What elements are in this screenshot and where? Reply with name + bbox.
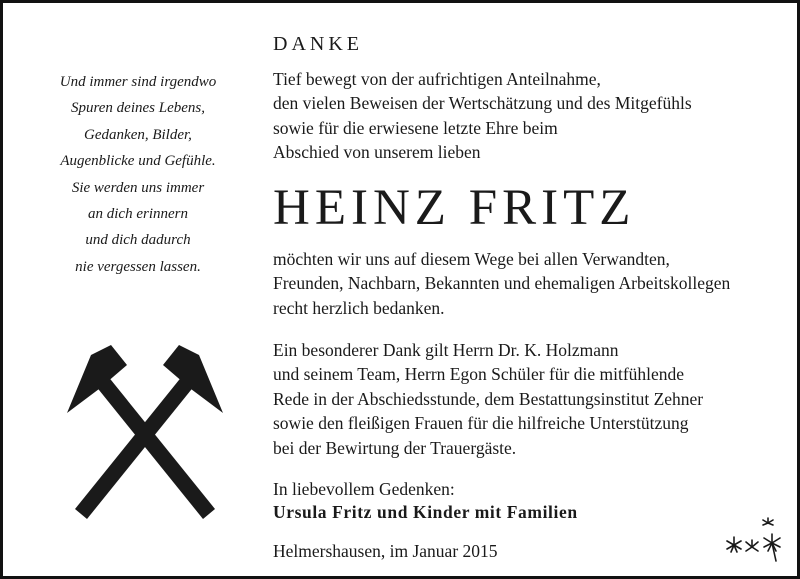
- text-line: Abschied von unserem lieben: [273, 142, 481, 163]
- thanks-paragraph: [273, 247, 730, 320]
- place-date: Helmershausen, im Januar 2015: [273, 541, 498, 561]
- text-line: Rede in der Abschiedsstunde, dem Bestattungsinstitut Zehner: [273, 388, 704, 409]
- text-line: sowie den fleißigen Frauen für die hilfreiche Unterstützung: [273, 413, 689, 434]
- memorial-poem: [33, 69, 243, 280]
- text-line: möchten wir uns auf diesem Wege bei allen Verwandten,: [273, 249, 670, 269]
- text-line: Ein besonderer Dank gilt Herrn Dr. K. Holzmann: [273, 340, 619, 360]
- poem-line: und dich dadurch: [85, 232, 191, 249]
- poem-line: Und immer sind irgendwo: [59, 74, 217, 90]
- poem-line: Gedanken, Bilder,: [84, 126, 192, 143]
- intro-paragraph: [273, 67, 692, 165]
- poem-line: an dich erinnern: [88, 206, 188, 223]
- text-line: Freunden, Nachbarn, Bekannten und ehemaligen Arbeitskollegen: [273, 273, 731, 294]
- heading-danke: DANKE: [273, 33, 363, 55]
- text-line: den vielen Beweisen der Wertschätzung und des Mitgefühls: [273, 93, 692, 114]
- closing-line: In liebevollem Gedenken:: [273, 479, 455, 499]
- poem-line: nie vergessen lassen.: [75, 258, 201, 275]
- dandelion-flowers-icon: [718, 515, 788, 565]
- signature: Ursula Fritz und Kinder mit Familien: [273, 502, 578, 522]
- deceased-name: HEINZ FRITZ: [273, 180, 636, 236]
- special-thanks-paragraph: [273, 338, 703, 460]
- poem-line: Sie werden uns immer: [71, 179, 205, 196]
- text-line: bei der Bewirtung der Trauergäste.: [273, 437, 517, 458]
- text-line: Tief bewegt von der aufrichtigen Anteilnahme,: [273, 69, 601, 89]
- poem-line: Spuren deines Lebens,: [70, 100, 205, 117]
- text-line: sowie für die erwiesene letzte Ehre beim: [273, 117, 558, 138]
- crossed-hammers-icon: [65, 343, 225, 523]
- text-line: und seinem Team, Herrn Egon Schüler für die mitfühlende: [273, 364, 685, 385]
- text-line: recht herzlich bedanken.: [273, 297, 445, 318]
- poem-line: Augenblicke und Gefühle.: [60, 153, 216, 170]
